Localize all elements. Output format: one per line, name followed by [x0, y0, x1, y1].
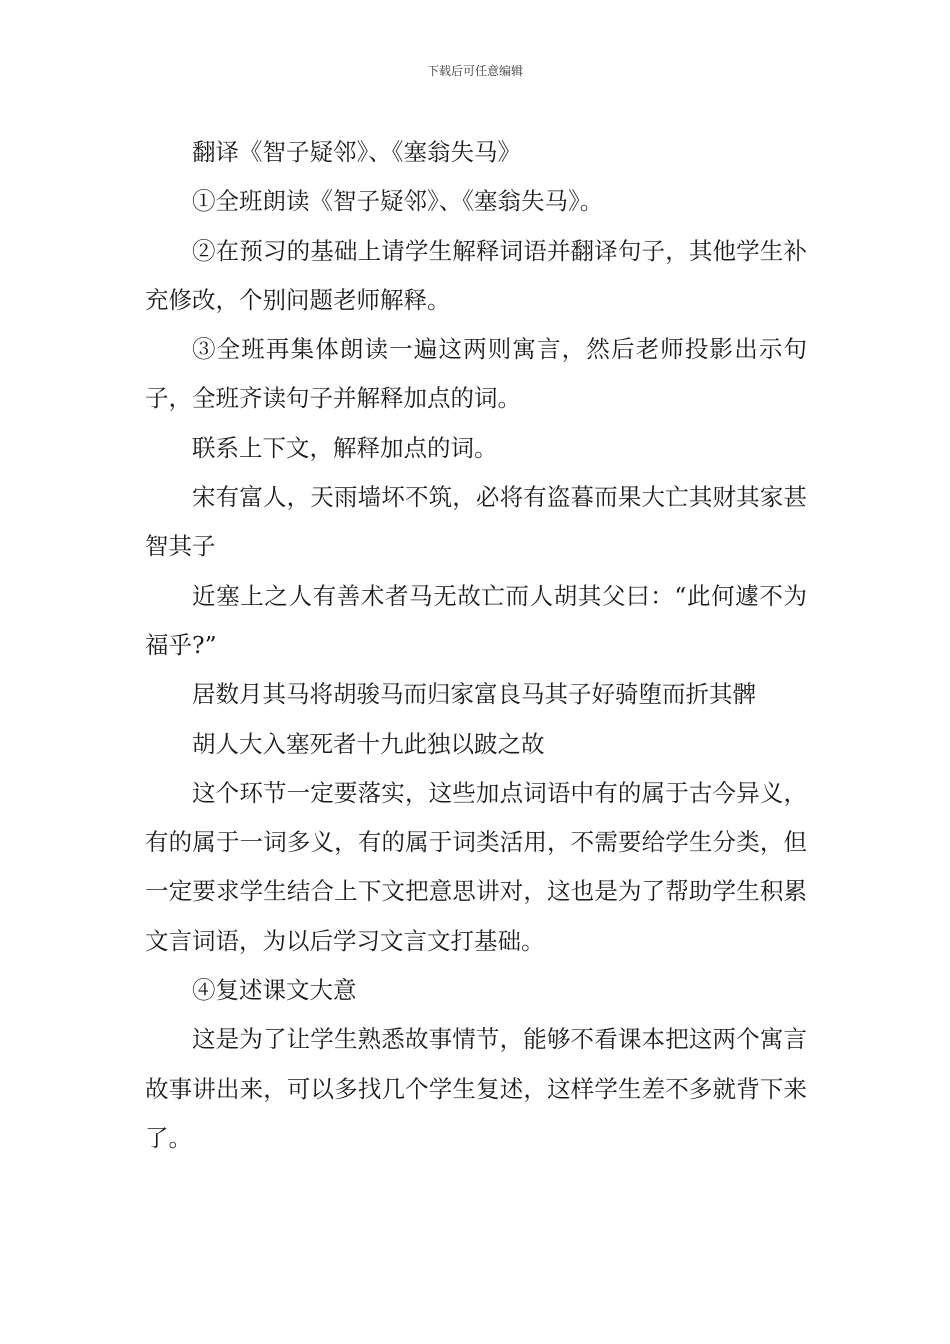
paragraph-context-instruction: 联系上下文，解释加点的词。 [192, 433, 498, 462]
paragraph-example-1: 宋有富人，天雨墙坏不筑，必将有盗暮而果大亡其财其家甚智其子 [145, 483, 807, 561]
paragraph-explanation: 这个环节一定要落实，这些加点词语中有的属于古今异义，有的属于一词多义，有的属于词类活用，不需要给学生分类，但一定要求学生结合上下文把意思讲对，这也是为了帮助学生积累文言词语，为以后学习文言文打基础。 [145, 778, 807, 955]
paragraph-step-3: ③全班再集体朗读一遍这两则寓言，然后老师投影出示句子，全班齐读句子并解释加点的词。 [145, 335, 807, 413]
paragraph-example-4: 胡人大入塞死者十九此独以跛之故 [192, 729, 545, 758]
paragraph-translate-title: 翻译《智子疑邻》、《塞翁失马》 [192, 138, 521, 166]
paragraph-step-4: ④复述课文大意 [192, 976, 357, 1005]
page-header: 下载后可任意编辑 [426, 64, 523, 78]
document-body [145, 128, 807, 1163]
paragraph-example-3: 居数月其马将胡骏马而归家富良马其子好骑堕而折其髀 [192, 680, 756, 709]
paragraph-retell-explanation: 这是为了让学生熟悉故事情节，能够不看课本把这两个寓言故事讲出来，可以多找几个学生复述，这样学生差不多就背下来了。 [145, 1025, 807, 1152]
paragraph-example-2: 近塞上之人有善术者马无故亡而人胡其父曰：“此何遽不为福乎?” [145, 581, 807, 659]
paragraph-step-1: ①全班朗读《智子疑邻》、《塞翁失马》。 [192, 187, 604, 216]
paragraph-step-2: ②在预习的基础上请学生解释词语并翻译句子，其他学生补充修改，个别问题老师解释。 [145, 236, 807, 314]
